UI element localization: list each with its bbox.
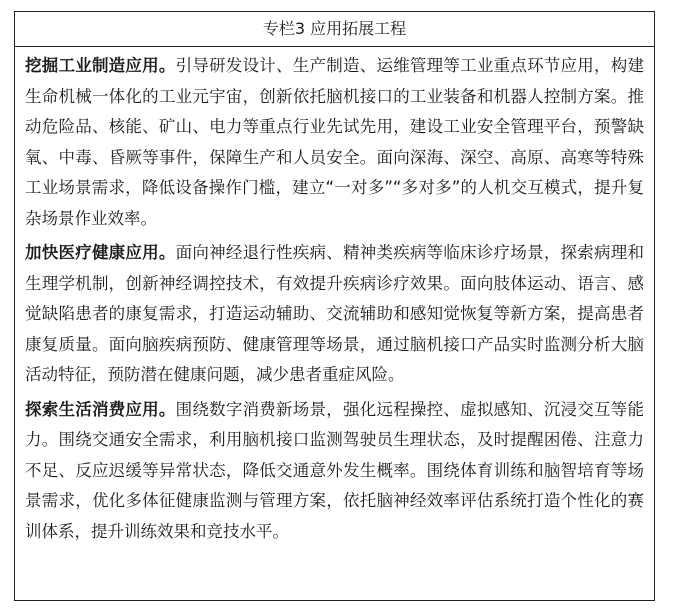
box-title: 专栏3 应用拓展工程 bbox=[15, 12, 654, 47]
section-medical bbox=[25, 238, 644, 391]
section-industrial bbox=[25, 51, 644, 234]
section-consumer bbox=[25, 395, 644, 548]
section-text: 面向神经退行性疾病、精神类疾病等临床诊疗场景，探索病理和生理学机制，创新神经调控技术，有效提升疾病诊疗效果。面向肢体运动、语言、感觉缺陷患者的康复需求，打造运动辅助、交流辅助和感知觉恢复等新方案，提高患者康复质量。面向脑疾病预防、健康管理等场景，通过脑机接口产品实时监测分析大脑活动特征，预防潜在健康问题，减少患者重症风险。 bbox=[25, 243, 645, 384]
section-text: 围绕数字消费新场景，强化远程操控、虚拟感知、沉浸交互等能力。围绕交通安全需求，利用脑机接口监测驾驶员生理状态，及时提醒困倦、注意力不足、反应迟缓等异常状态，降低交通意外发生概率。围绕体育训练和脑智培育等场景需求，优化多体征健康监测与管理方案，依托脑神经效率评估系统打造个性化的赛训体系，提升训练效果和竞技水平。 bbox=[25, 399, 645, 541]
box-body bbox=[15, 47, 654, 547]
section-heading: 挖掘工业制造应用。 bbox=[25, 56, 176, 75]
section-text: 引导研发设计、生产制造、运维管理等工业重点环节应用，构建生命机械一体化的工业元宇宙，创新依托脑机接口的工业装备和机器人控制方案。推动危险品、核能、矿山、电力等重点行业先试先用，建设工业安全管理平台，预警缺氧、中毒、昏厥等事件，保障生产和人员安全。面向深海、深空、高原、高寒等特殊工业场景需求，降低设备操作门槛，建立“一对多”“多对多”的人机交互模式，提升复杂场景作业效率。 bbox=[25, 56, 645, 228]
column-box bbox=[14, 11, 655, 601]
section-heading: 加快医疗健康应用。 bbox=[25, 243, 176, 262]
section-heading: 探索生活消费应用。 bbox=[25, 399, 176, 419]
